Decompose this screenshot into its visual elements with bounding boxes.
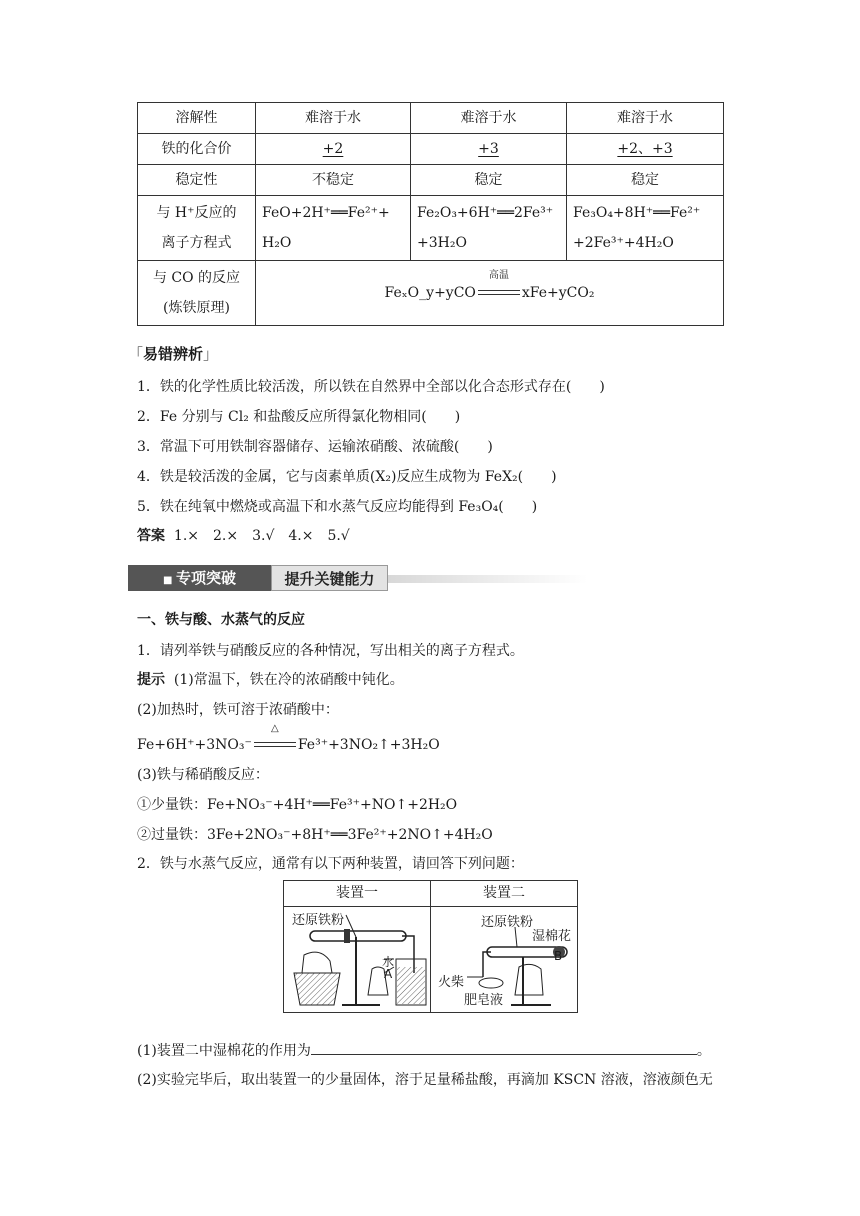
question-2: 2．铁与水蒸气反应，通常有以下两种装置，请回答下列问题： [137, 856, 524, 872]
hint-text: (1)常温下，铁在冷的浓硝酸中钝化。 [173, 672, 404, 688]
row-label-line: (炼铁原理) [163, 300, 230, 316]
reaction-condition: 高温 [488, 270, 509, 281]
row-label-line: 离子方程式 [161, 235, 232, 251]
reaction-arrow [476, 270, 522, 300]
list-item: 4．铁是较活泼的金属，它与卤素单质(X₂)反应生成物为 FeX₂( ) [137, 469, 557, 485]
answer-text: 1.× 2.× 3.√ 4.× 5.√ [173, 528, 350, 544]
table-cell [256, 196, 411, 261]
equation-line: H₂O [262, 235, 292, 251]
reaction-condition: △ [270, 723, 279, 734]
table-cell: 不稳定 [256, 165, 411, 196]
section-title-text: 易错辨析 [143, 345, 204, 363]
row-label: 铁的化合价 [138, 134, 256, 165]
hint-line [137, 670, 404, 690]
row-label-line: 与 CO 的反应 [152, 270, 241, 286]
label-a: A [384, 967, 393, 981]
banner-left-text: 专项突破 [175, 569, 236, 587]
table-row [138, 261, 724, 326]
equation-hot-nitric [137, 723, 440, 755]
banner-fade [388, 575, 588, 583]
subsection-title: 一、铁与酸、水蒸气的反应 [137, 612, 305, 628]
question-1: 1．请列举铁与硝酸反应的各种情况，写出相关的离子方程式。 [137, 643, 524, 659]
label-water: 水 [382, 955, 395, 969]
table-cell: 难溶于水 [256, 103, 411, 134]
valence-value: +3 [478, 141, 499, 157]
table-row [138, 134, 724, 165]
question-2-1 [137, 1040, 711, 1061]
table-cell [411, 134, 567, 165]
row-label: 稳定性 [138, 165, 256, 196]
table-cell [411, 196, 567, 261]
row-label [138, 261, 256, 326]
equation-line: +3H₂O [417, 235, 467, 251]
label-reduced-iron: 还原铁粉 [481, 915, 534, 930]
row-label [138, 196, 256, 261]
equation-right: xFe+yCO₂ [521, 285, 595, 301]
equation-line: Fe₃O₄+8H⁺══Fe²⁺ [573, 205, 701, 221]
answer-label: 答案 [137, 528, 165, 544]
apparatus-figure [283, 880, 578, 1013]
list-item: 3．常温下可用铁制容器储存、运输浓硝酸、浓硫酸( ) [137, 439, 493, 455]
answer-line [137, 526, 350, 546]
valence-value: +2、+3 [617, 141, 673, 157]
reaction-arrow [252, 723, 298, 752]
equation-left: FeₓO_y+yCO [384, 285, 476, 301]
banner-right: 提升关键能力 [271, 565, 388, 591]
label-reduced-iron: 还原铁粉 [292, 913, 345, 928]
equation-little-iron: ①少量铁：Fe+NO₃⁻+4H⁺══Fe³⁺+NO↑+2H₂O [137, 797, 458, 813]
iron-oxide-properties-table [137, 102, 724, 326]
smelting-equation [256, 261, 724, 326]
equation-excess-iron: ②过量铁：3Fe+2NO₃⁻+8H⁺══3Fe²⁺+2NO↑+4H₂O [137, 827, 493, 843]
row-label-line: 与 H⁺反应的 [156, 205, 237, 221]
equation-right: Fe³⁺+3NO₂↑+3H₂O [297, 737, 440, 753]
apparatus-2-header: 装置二 [431, 881, 577, 907]
equation-line: FeO+2H⁺══Fe²⁺+ [262, 205, 390, 221]
list-item: 1．铁的化学性质比较活泼，所以铁在自然界中全部以化合态形式存在( ) [137, 379, 605, 395]
label-soap-solution: 肥皂液 [464, 993, 504, 1008]
list-item: 5．铁在纯氧中燃烧或高温下和水蒸气反应均能得到 Fe₃O₄( ) [137, 499, 538, 515]
question-2-2: (2)实验完毕后，取出装置一的少量固体，溶于足量稀盐酸，再滴加 KSCN 溶液，溶液颜色无 [137, 1072, 713, 1088]
hint-label: 提示 [137, 672, 165, 688]
hint-text: (3)铁与稀硝酸反应： [137, 767, 269, 783]
banner-left: ■ 专项突破 [128, 565, 271, 591]
table-cell: 难溶于水 [567, 103, 724, 134]
table-cell [256, 134, 411, 165]
table-cell: 稳定 [411, 165, 567, 196]
table-cell: 难溶于水 [411, 103, 567, 134]
section-banner [128, 565, 388, 591]
table-cell: 稳定 [567, 165, 724, 196]
answer-blank[interactable] [311, 1040, 697, 1055]
table-cell [567, 134, 724, 165]
table-row [138, 103, 724, 134]
section-title: 「易错辨析」 [128, 345, 219, 363]
label-b: B [554, 949, 563, 963]
table-row [138, 165, 724, 196]
apparatus-1-header: 装置一 [284, 881, 431, 907]
valence-value: +2 [322, 141, 344, 157]
equation-left: Fe+6H⁺+3NO₃⁻ [137, 737, 252, 753]
hint-text: (2)加热时，铁可溶于浓硝酸中： [137, 702, 339, 718]
equation-line: Fe₂O₃+6H⁺══2Fe³⁺ [417, 205, 554, 221]
equation-line: +2Fe³⁺+4H₂O [573, 235, 674, 251]
question-end: 。 [696, 1043, 711, 1059]
table-cell [567, 196, 724, 261]
table-row [138, 196, 724, 261]
label-wet-cotton: 湿棉花 [532, 929, 572, 944]
question-text: (1)装置二中湿棉花的作用为 [137, 1043, 311, 1059]
row-label: 溶解性 [138, 103, 256, 134]
list-item: 2．Fe 分别与 Cl₂ 和盐酸反应所得氯化物相同( ) [137, 409, 461, 425]
label-match: 火柴 [438, 975, 465, 990]
